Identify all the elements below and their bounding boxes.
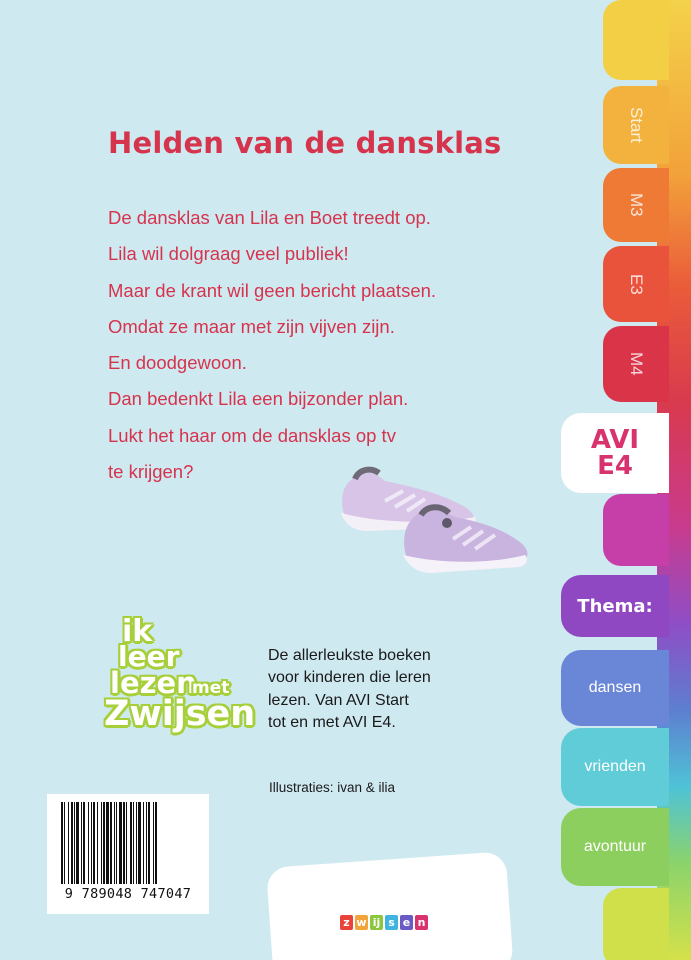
description-line: lezen. Van AVI Start — [268, 691, 409, 709]
barcode-bar — [148, 802, 150, 884]
illustrator-credit: Illustraties: ivan & ilia — [269, 780, 396, 795]
series-description — [268, 645, 431, 734]
barcode-bar — [110, 802, 112, 884]
tab-lime — [603, 888, 669, 960]
publisher-logo-letter: z — [340, 915, 353, 930]
barcode-bar — [61, 802, 63, 884]
isbn-barcode — [47, 794, 209, 914]
logo-line: lezen — [110, 666, 197, 700]
tab-m3 — [603, 168, 669, 242]
avi-level: E4 — [597, 451, 633, 481]
tab-avontuur — [561, 808, 669, 886]
description-line: voor kinderen die leren — [268, 669, 431, 687]
barcode-bar — [153, 802, 154, 884]
tab-m4 — [603, 326, 669, 402]
tab-start — [603, 86, 669, 164]
barcode-bar — [119, 802, 122, 884]
blurb-line: En doodgewoon. — [108, 352, 247, 374]
tab-magenta — [603, 494, 669, 566]
description-line: tot en met AVI E4. — [268, 713, 396, 731]
barcode-bar — [138, 802, 141, 884]
publisher-logo-letter: s — [385, 915, 398, 930]
tab-vrienden-label: vrienden — [584, 758, 646, 775]
blurb-line: Lukt het haar om de dansklas op tv — [108, 424, 396, 446]
logo-line: leer — [118, 640, 180, 673]
blurb-line: Maar de krant wil geen bericht plaatsen. — [108, 279, 437, 301]
barcode-bar — [91, 802, 92, 884]
blurb-line: De dansklas van Lila en Boet treedt op. — [108, 207, 431, 228]
barcode-bar — [64, 802, 65, 884]
barcode-bar — [130, 802, 132, 884]
logo-line: ik — [122, 614, 153, 649]
logo-line: Zwijsen — [104, 694, 256, 734]
barcode-bar — [155, 802, 157, 884]
tab-vrienden — [561, 728, 669, 806]
tab-thema — [561, 575, 669, 637]
barcode-bar — [126, 802, 127, 884]
barcode-bar — [136, 802, 137, 884]
zwijsen-publisher-logo — [340, 915, 428, 930]
tab-m4-label: M4 — [627, 352, 646, 376]
tab-e3 — [603, 246, 669, 322]
white-card — [266, 851, 514, 960]
barcode-bar — [106, 802, 109, 884]
barcode-bar — [68, 802, 69, 884]
barcode-bar — [123, 802, 125, 884]
tab-dansen-label: dansen — [588, 679, 642, 696]
barcode-bar — [83, 802, 85, 884]
blurb-text — [108, 200, 436, 490]
barcode-bar — [146, 802, 147, 884]
blurb-line: Dan bedenkt Lila een bijzonder plan. — [108, 388, 409, 410]
tab-m3-label: M3 — [627, 193, 646, 217]
description-line: De allerleukste boeken — [268, 647, 431, 664]
tab-avi-e4 — [561, 413, 669, 493]
tab-avontuur-label: avontuur — [583, 838, 647, 855]
sneakers-illustration — [325, 455, 535, 595]
isbn-number: 9 789048 747047 — [64, 886, 192, 902]
barcode-bar — [116, 802, 117, 884]
tab-yellow — [603, 0, 669, 80]
tab-dansen — [561, 650, 669, 726]
blurb-line: te krijgen? — [108, 461, 194, 483]
barcode-bar — [97, 802, 98, 884]
barcode-bar — [133, 802, 134, 884]
barcode-bar — [101, 802, 102, 884]
publisher-logo-letter: n — [415, 915, 428, 930]
barcode-bar — [103, 802, 105, 884]
tab-e3-label: E3 — [627, 273, 646, 295]
book-title: Helden van de dansklas — [108, 126, 502, 160]
barcode-bar — [143, 802, 144, 884]
avi-label: AVI — [590, 425, 640, 455]
barcode-bar — [93, 802, 95, 884]
publisher-logo-letter: ij — [370, 915, 383, 930]
barcode-bar — [74, 802, 75, 884]
tab-start-label: Start — [627, 107, 646, 143]
thema-label: Thema: — [577, 595, 653, 617]
ik-leer-lezen-met-zwijsen-logo — [100, 614, 256, 754]
blurb-line: Omdat ze maar met zijn vijven zijn. — [108, 315, 395, 337]
barcode-bars — [55, 802, 201, 884]
publisher-logo-letter: e — [400, 915, 413, 930]
barcode-bar — [88, 802, 89, 884]
barcode-bar — [81, 802, 82, 884]
barcode-bar — [114, 802, 115, 884]
barcode-bar — [76, 802, 79, 884]
logo-line: met — [192, 678, 230, 698]
blurb-line: Lila wil dolgraag veel publiek! — [108, 243, 349, 265]
publisher-logo-letter: w — [356, 916, 367, 929]
barcode-bar — [71, 802, 73, 884]
